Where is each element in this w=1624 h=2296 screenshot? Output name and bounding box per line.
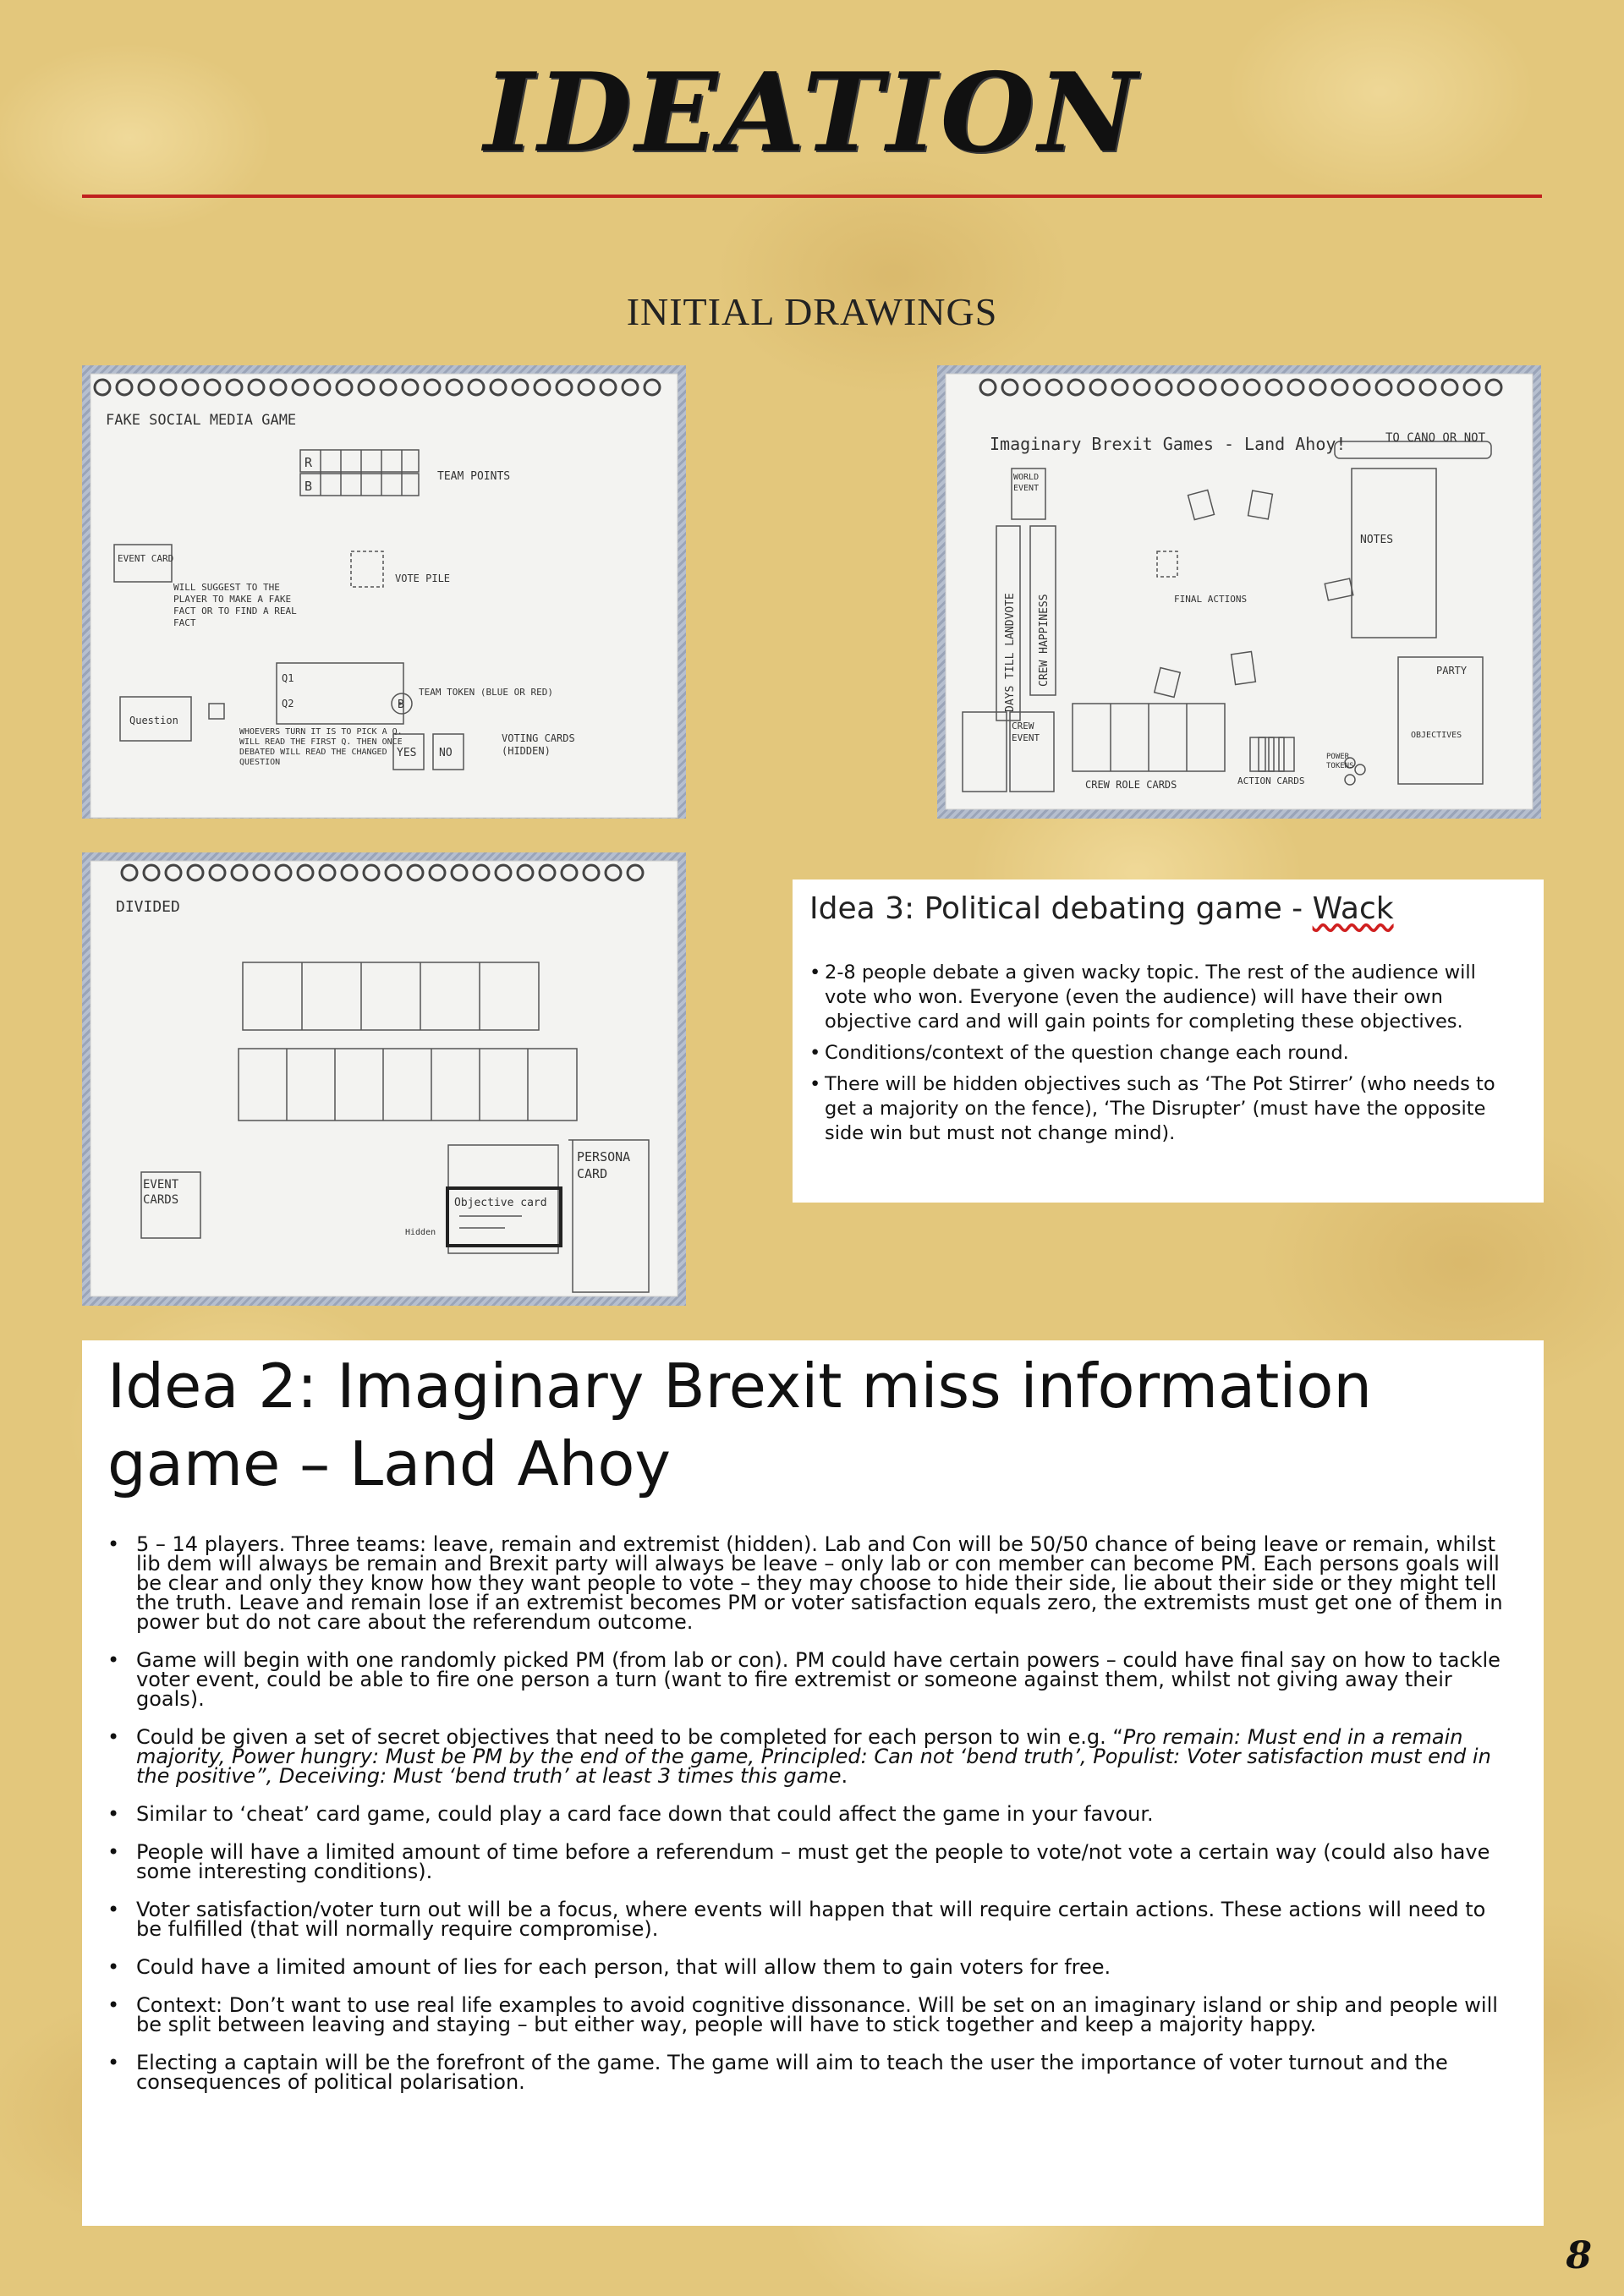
idea2-objectives-suffix: . xyxy=(841,1764,848,1788)
idea2-bullet: • Similar to ‘cheat’ card game, could play a card face down that could affect the game in your favour. xyxy=(107,1805,1510,1824)
idea2-bullet: • Could have a limited amount of lies for each person, that will allow them to gain voters for free. xyxy=(107,1958,1510,1977)
sketch1-vote-pile: VOTE PILE xyxy=(395,573,451,584)
idea3-title xyxy=(809,891,1394,926)
sketch1-no: NO xyxy=(439,747,453,759)
sketch2-action-cards: ACTION CARDS xyxy=(1237,775,1305,786)
idea2-panel xyxy=(82,1340,1544,2226)
sketch2-crew-event: CREW EVENT xyxy=(1012,721,1040,743)
idea2-objectives-prefix: Could be given a set of secret objectives that need to be completed for each person to win e.g. “ xyxy=(136,1725,1123,1749)
sketch2-heading: Imaginary Brexit Games - Land Ahoy! xyxy=(990,434,1347,454)
idea2-bullet: • Electing a captain will be the forefront of the game. The game will aim to teach the user the importance of voter turnout and the consequences of political polarisation. xyxy=(107,2053,1510,2092)
sketch1-voting-cards: VOTING CARDS (HIDDEN) xyxy=(502,732,575,757)
sketch3-heading: DIVIDED xyxy=(116,898,180,916)
idea2-objectives-italic: Pro remain: Must end in a remain majority, Power hungry: Must be PM by the end of the game, Principled: Can not ‘bend truth’, Populist: Voter satisfaction must end in the positive”, Deceiving: Must ‘bend truth’ at least 3 times this game xyxy=(136,1725,1491,1788)
idea3-panel xyxy=(793,879,1544,1203)
idea3-bullet: • There will be hidden objectives such as ‘The Pot Stirrer’ (who needs to get a majority on the fence), ‘The Disrupter’ (must have the opposite side win but must not change mind). xyxy=(809,1072,1522,1146)
sketch2-final-actions: FINAL ACTIONS xyxy=(1174,594,1248,605)
idea2-bullet: • Game will begin with one randomly picked PM (from lab or con). PM could have certain powers – could have final say on how to tackle voter event, could be able to fire one person a turn (want to fire extremist or someone against them, whilst not giving away their goals). xyxy=(107,1651,1510,1709)
sketch3-event-cards: EVENT CARDS xyxy=(143,1178,179,1207)
sketch-photo-land-ahoy xyxy=(937,365,1541,819)
idea3-bullet: • Conditions/context of the question change each round. xyxy=(809,1041,1522,1066)
idea2-bullet: • Context: Don’t want to use real life examples to avoid cognitive dissonance. Will be set on an imaginary island or ship and people will be split between leaving and staying – but either way, people will have to stick together and keep a majority happy. xyxy=(107,1996,1510,2035)
sketch3-hidden: Hidden xyxy=(405,1228,436,1237)
idea2-bullet: • Voter satisfaction/voter turn out will be a focus, where events will happen that will require certain actions. These actions will need to be fulfilled (that will normally require compromise). xyxy=(107,1900,1510,1939)
page-title: IDEATION xyxy=(483,50,1141,177)
sketch1-yes: YES xyxy=(397,747,417,759)
sketch2-crew-role-cards: CREW ROLE CARDS xyxy=(1085,779,1177,791)
sketch2-days-till: DAYS TILL LANDVOTE xyxy=(1004,593,1017,712)
sketch1-q2: Q2 xyxy=(282,698,294,710)
sketch3-persona-card: PERSONA CARD xyxy=(577,1149,631,1181)
sketch2-to-cano: TO CANO OR NOT xyxy=(1385,431,1486,445)
sketch1-heading: FAKE SOCIAL MEDIA GAME xyxy=(106,412,297,429)
sketch2-party: PARTY xyxy=(1436,665,1468,677)
sketch-photo-divided xyxy=(82,852,686,1306)
idea2-bullet: • People will have a limited amount of time before a referendum – must get the people to vote/not vote a certain way (could also have some interesting conditions). xyxy=(107,1843,1510,1882)
sketch2-world-event: WORLD EVENT xyxy=(1013,473,1040,493)
idea2-bullet-list xyxy=(107,1532,1510,2111)
sketch2-objectives: OBJECTIVES xyxy=(1411,731,1462,740)
section-subtitle: INITIAL DRAWINGS xyxy=(626,290,998,333)
sketch1-question: Question xyxy=(129,715,178,726)
idea2-bullet: • 5 – 14 players. Three teams: leave, remain and extremist (hidden). Lab and Con will be 50/50 chance of being leave or remain, whilst lib dem will always be remain and Brexit party will always be leave – only lab or con member can become PM. Each persons goals will be clear and only they know how they want people to vote – they may choose to hide their side, lie about their side or they might tell the truth. Leave and remain lose if an extremist becomes PM or voter satisfaction equals zero, the extremists must get one of them in power but do not care about the referendum outcome. xyxy=(107,1535,1510,1632)
sketch2-notes: NOTES xyxy=(1360,534,1394,546)
sketch1-turn-note: WHOEVERS TURN IT IS TO PICK A Q. WILL READ THE FIRST Q. THEN ONCE DEBATED WILL READ THE CHANGED QUESTION xyxy=(239,727,403,767)
idea3-bullet-list xyxy=(809,961,1522,1153)
sketch1-team-token: TEAM TOKEN (BLUE OR RED) xyxy=(419,687,553,698)
sketch1-event-card: EVENT CARD xyxy=(118,553,174,564)
idea3-title-prefix: Idea 3: Political debating game - xyxy=(809,891,1313,926)
idea3-title-word: Wack xyxy=(1312,891,1394,926)
sketch1-q1: Q1 xyxy=(282,672,294,684)
sketch1-team-points: TEAM POINTS xyxy=(437,470,511,483)
sketch3-objective-card: Objective card xyxy=(454,1197,547,1209)
page-number: 8 xyxy=(1566,2234,1592,2277)
sketch1-row-r: R xyxy=(304,455,313,470)
idea2-bullet-objectives xyxy=(107,1725,1510,1788)
sketch2-power-tokens: POWER TOKENS xyxy=(1326,753,1354,770)
sketch1-token-b: B xyxy=(398,699,404,711)
idea3-bullet: • 2-8 people debate a given wacky topic. The rest of the audience will vote who won. Everyone (even the audience) will have their own objective card and will gain points for completing these objectives. xyxy=(809,961,1522,1034)
sketch-photo-fake-social-media xyxy=(82,365,686,819)
idea2-title: Idea 2: Imaginary Brexit miss information game – Land Ahoy xyxy=(107,1351,1373,1499)
sketch1-row-b: B xyxy=(304,479,313,494)
title-divider xyxy=(82,195,1542,198)
sketch2-crew-happiness: CREW HAPPINESS xyxy=(1038,594,1051,687)
sketch1-event-note: WILL SUGGEST TO THE PLAYER TO MAKE A FAKE FACT OR TO FIND A REAL FACT xyxy=(173,582,297,628)
